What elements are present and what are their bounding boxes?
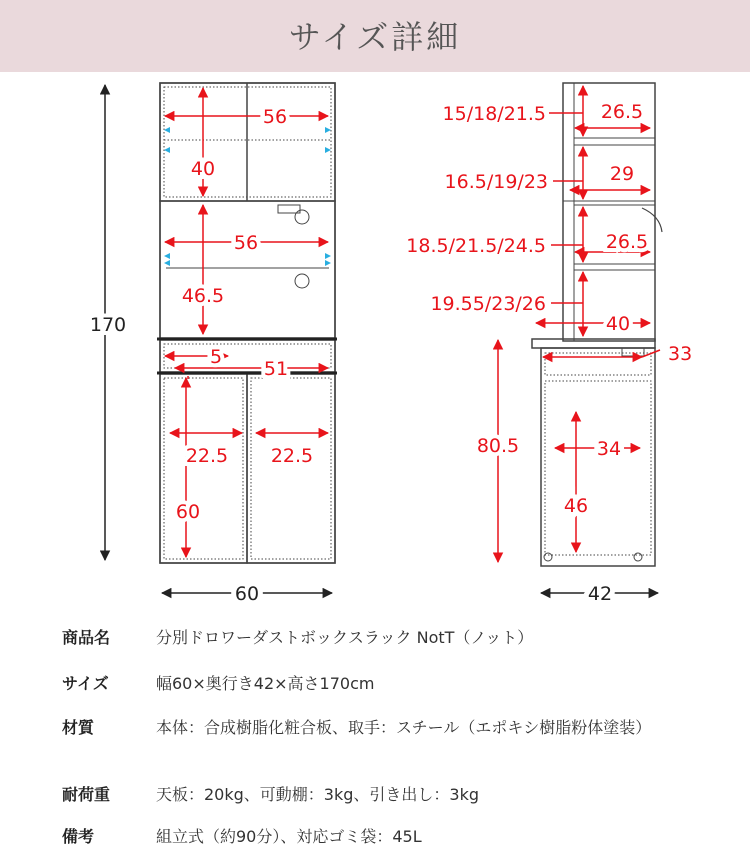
lower-height-label: 46 — [563, 495, 589, 517]
mid-width-label: 56 — [233, 232, 259, 254]
shelf3-depth-label: 26.5 — [605, 231, 649, 253]
door-width-right-label: 22.5 — [270, 445, 314, 467]
spec-label: サイズ — [62, 674, 109, 693]
total-height-label: 170 — [89, 314, 127, 336]
spec-label: 商品名 — [62, 628, 111, 647]
door-width-left-label: 22.5 — [185, 445, 229, 467]
drawer-width-label: 51 — [263, 358, 289, 380]
total-width-label: 60 — [234, 583, 260, 605]
lower-depth-label: 34 — [596, 438, 622, 460]
counter-height-label: 80.5 — [476, 435, 520, 457]
shelf4-height-label: 19.55/23/26 — [430, 293, 546, 315]
spec-value: 分別ドロワーダストボックスラック NotT（ノット） — [156, 628, 534, 647]
drawer-left-label: 5 — [209, 346, 223, 368]
spec-label: 備考 — [62, 827, 95, 846]
shelf2-depth-label: 29 — [609, 163, 635, 185]
shelf2-height-label: 16.5/19/23 — [444, 171, 548, 193]
counter-depth-label: 33 — [668, 343, 693, 365]
mid-height-label: 46.5 — [181, 285, 225, 307]
spec-value: 幅60×奥行き42×高さ170cm — [156, 674, 375, 693]
spec-value: 天板：20kg、可動棚：3kg、引き出し：3kg — [156, 785, 479, 804]
shelf1-depth-label: 26.5 — [600, 101, 644, 123]
door-height-label: 60 — [175, 501, 201, 523]
spec-value: 組立式（約90分）、対応ゴミ袋：45L — [156, 827, 422, 846]
page-title: サイズ詳細 — [288, 18, 462, 56]
total-depth-label: 42 — [587, 583, 613, 605]
spec-value: 本体：合成樹脂化粧合板、取手：スチール（エポキシ樹脂粉体塗装） — [156, 718, 652, 737]
spec-label: 耐荷重 — [62, 785, 111, 804]
shelf3-height-label: 18.5/21.5/24.5 — [406, 235, 546, 257]
shelf4-depth-label: 40 — [605, 313, 631, 335]
upper-width-label: 56 — [262, 106, 288, 128]
spec-label: 材質 — [62, 718, 95, 737]
upper-height-label: 40 — [190, 158, 216, 180]
side-view — [532, 83, 662, 566]
shelf1-height-label: 15/18/21.5 — [442, 103, 546, 125]
